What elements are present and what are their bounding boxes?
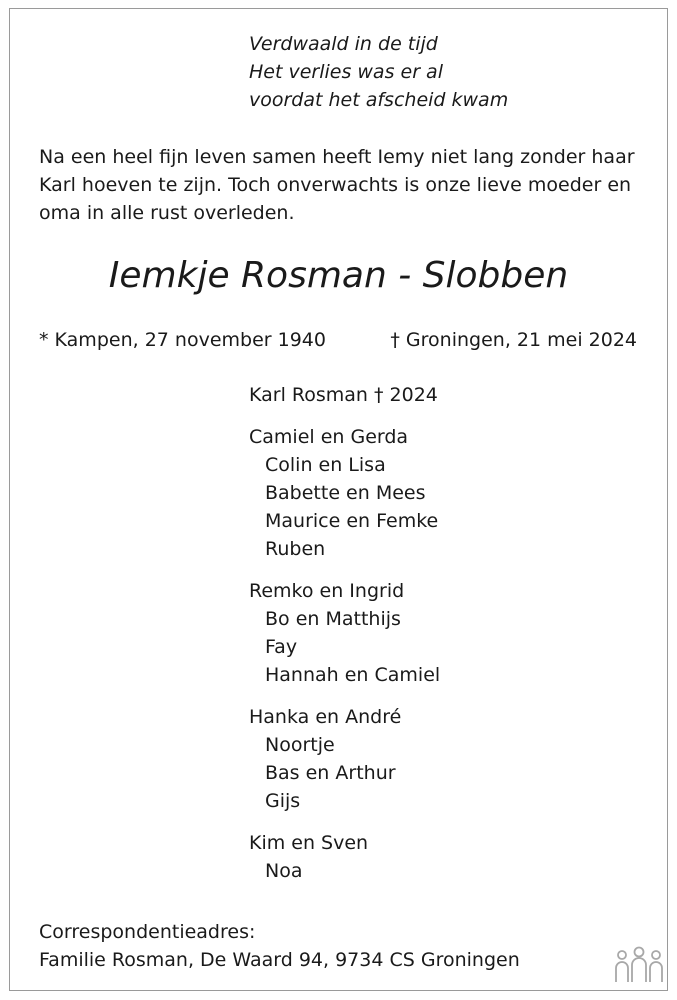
correspondence-address <box>39 918 520 974</box>
intro-line: oma in alle rust overleden. <box>39 202 295 224</box>
family-group <box>249 829 440 885</box>
spouse: Karl Rosman † 2024 <box>249 384 438 406</box>
correspondence-label: Correspondentieadres: <box>39 921 256 943</box>
family-group <box>249 423 440 563</box>
deceased-name: Iemkje Rosman - Slobben <box>108 255 569 296</box>
family-child: Noortje <box>265 734 335 756</box>
family-child: Maurice en Femke <box>265 510 439 532</box>
family-child: Babette en Mees <box>265 482 426 504</box>
family-child: Hannah en Camiel <box>265 664 441 686</box>
family-child: Noa <box>265 860 303 882</box>
poem-line: voordat het afscheid kwam <box>249 89 509 111</box>
family-people-icon <box>614 946 664 984</box>
poem-line: Verdwaald in de tijd <box>249 33 438 55</box>
family-group <box>249 577 440 689</box>
family-child: Gijs <box>265 790 301 812</box>
family-group <box>249 703 440 815</box>
family-parent: Remko en Ingrid <box>249 580 405 602</box>
family-child: Bo en Matthijs <box>265 608 401 630</box>
family-parent: Kim en Sven <box>249 832 369 854</box>
poem <box>249 30 508 114</box>
intro-line: Karl hoeven te zijn. Toch onverwachts is onze lieve moeder en <box>39 174 632 196</box>
birth-info: * Kampen, 27 november 1940 <box>39 329 326 351</box>
family-child: Colin en Lisa <box>265 454 386 476</box>
family-child: Fay <box>265 636 298 658</box>
correspondence-address-line: Familie Rosman, De Waard 94, 9734 CS Groningen <box>39 949 520 971</box>
poem-line: Het verlies was er al <box>249 61 443 83</box>
intro-line: Na een heel fijn leven samen heeft Iemy niet lang zonder haar <box>39 146 635 168</box>
intro-text <box>39 143 639 227</box>
family-parent: Camiel en Gerda <box>249 426 409 448</box>
family-child: Bas en Arthur <box>265 762 396 784</box>
family-list <box>249 381 440 899</box>
family-parent: Hanka en André <box>249 706 402 728</box>
death-info: † Groningen, 21 mei 2024 <box>390 329 637 351</box>
family-child: Ruben <box>265 538 326 560</box>
